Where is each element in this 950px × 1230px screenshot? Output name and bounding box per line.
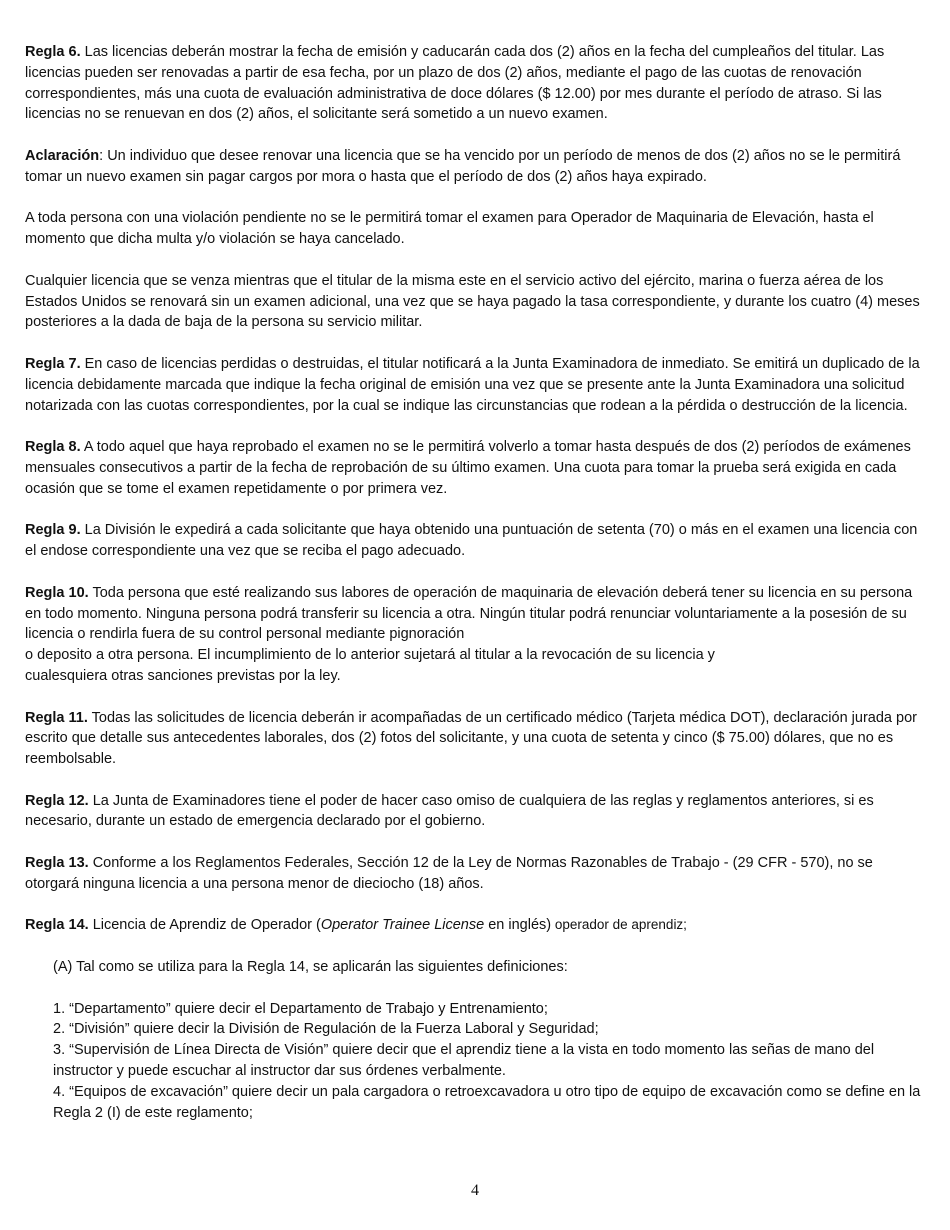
rule-12-label: Regla 12. [25,792,89,809]
definition-item: 2. “División” quiere decir la División de Regulación de la Fuerza Laboral y Seguridad; [53,1021,599,1038]
definitions-list [25,999,927,1124]
definition-item: 1. “Departamento” quiere decir el Departamento de Trabajo y Entrenamiento; [53,1000,548,1017]
rule-14-text-a: Licencia de Aprendiz de Operador ( [88,917,321,934]
rule-6-label: Regla 6. [25,44,81,60]
rule-8-label: Regla 8. [25,439,81,456]
violacion-paragraph: A toda persona con una violación pendiente no se le permitirá tomar el examen para Operador de Maquinaria de Elevación, hasta el momento que dicha multa y/o violación se haya cancelado. [25,210,874,248]
rule-13-text: Conforme a los Reglamentos Federales, Sección 12 de la Ley de Normas Razonables de Trabajo - (29 CFR - 570), no se otorgará ninguna licencia a una persona menor de dieciocho (18) años. [25,855,873,892]
rule-9-label: Regla 9. [25,522,81,539]
aclaracion-text: : Un individuo que desee renovar una licencia que se ha vencido por un período de menos de dos (2) años no se le permitirá tomar un nuevo examen sin pagar cargos por mora o hasta que el período de dos (2) años haya expirado. [25,147,901,185]
rule-12-text: La Junta de Examinadores tiene el poder de hacer caso omiso de cualquiera de las reglas y reglamentos anteriores, si es necesario, durante un estado de emergencia declarado por el gobierno. [25,792,874,830]
definition-item: 3. “Supervisión de Línea Directa de Visión” quiere decir que el aprendiz tiene a la vista en todo momento las señas de mano del instructor y puede escuchar al instructor dar sus órdenes verbalmente. [53,1042,875,1080]
rule-11-text: Todas las solicitudes de licencia deberán ir acompañadas de un certificado médico (Tarjeta médica DOT), declaración jurada por escrito que detalle sus antecedentes laborales, dos (2) fotos del solicitante, y una cuota de setenta y cinco ($ 75.00) dólares, que no es reembolsable. [25,709,917,768]
rule-14-label: Regla 14. [25,917,89,934]
rule-14-text-tail: operador de aprendiz; [551,917,687,933]
rule-14-paragraph [25,915,927,936]
rule-9-text: La División le expedirá a cada solicitante que haya obtenido una puntuación de setenta (70) o más en el examen una licencia con el endose correspondiente una vez que se reciba el pago adecuado. [25,522,918,560]
servicio-militar-paragraph: Cualquier licencia que se venza mientras que el titular de la misma este en el servicio activo del ejército, marina o fuerza aérea de los Estados Unidos se renovará sin un examen adicional, una vez que se haya pagado la tasa correspondiente, y durante los cuatro (4) meses posteriores a la dada de baja de la persona su servicio militar. [25,272,920,331]
document-body [25,42,927,1123]
rule-10-label: Regla 10. [25,584,89,601]
rule-7-paragraph [25,354,927,416]
aclaracion-paragraph [25,146,927,188]
rule-7-text: En caso de licencias perdidas o destruidas, el titular notificará a la Junta Examinadora de inmediato. Se emitirá un duplicado de la licencia debidamente marcada que indique la fecha original de emisión una vez que se presente ante la Junta Examinadora una solicitud notarizada con las cuotas correspondientes, por la cual se indique las circunstancias que rodean a la pérdida o destrucción de la licencia. [25,355,920,414]
rule-6-paragraph [25,42,927,125]
rule-7-label: Regla 7. [25,355,81,372]
rule-8-text: A todo aquel que haya reprobado el examen no se le permitirá volverlo a tomar hasta después de dos (2) períodos de exámenes mensuales consecutivos a partir de la fecha de reprobación de su último examen. Una cuota para tomar la prueba será exigida en cada ocasión que se tome el examen repetidamente o por primera vez. [25,439,911,497]
rule-11-paragraph [25,708,927,770]
rule-10-paragraph [25,583,927,687]
rule-8-paragraph [25,437,927,499]
rule-10-text-b: o deposito a otra persona. El incumplimiento de lo anterior sujetará al titular a la revocación de su licencia y [25,647,715,664]
rule-10-text-a: Toda persona que esté realizando sus labores de operación de maquinaria de elevación deberá tener su licencia en su persona en todo momento. Ninguna persona podrá transferir su licencia a otra. Ningún titular podrá renunciar voluntariamente a la posesión de su licencia o rendirla fuera de su control personal mediante pignoración [25,584,913,643]
rule-13-label: Regla 13. [25,855,89,872]
rule-11-label: Regla 11. [25,709,88,726]
rule-10-line-a [25,583,927,645]
rule-14-text-b: en inglés) [484,917,552,934]
page-number: 4 [471,1182,479,1199]
rule-12-paragraph [25,791,927,833]
rule-10-text-c: cualesquiera otras sanciones previstas por la ley. [25,667,341,684]
rule-14-english-term: Operator Trainee License [320,917,485,934]
rule-9-paragraph [25,520,927,562]
rule-14-subsection-a: (A) Tal como se utiliza para la Regla 14, se aplicarán las siguientes definiciones: [53,959,568,976]
rule-6-text: Las licencias deberán mostrar la fecha de emisión y caducarán cada dos (2) años en la fecha del cumpleaños del titular. Las licencias pueden ser renovadas a partir de esa fecha, por un plazo de dos (2) años, mediante el pago de las cuotas de renovación correspondientes, más una cuota de evaluación administrativa de doce dólares ($ 12.00) por mes durante el período de atraso. Si las licencias no se renuevan en dos (2) años, el solicitante será sometido a un nuevo examen. [25,44,885,123]
rule-13-paragraph [25,853,927,895]
definition-item: 4. “Equipos de excavación” quiere decir un pala cargadora o retroexcavadora u otro tipo de equipo de excavación como se define en la Regla 2 (I) de este reglamento; [53,1083,921,1121]
aclaracion-label: Aclaración [25,147,100,164]
